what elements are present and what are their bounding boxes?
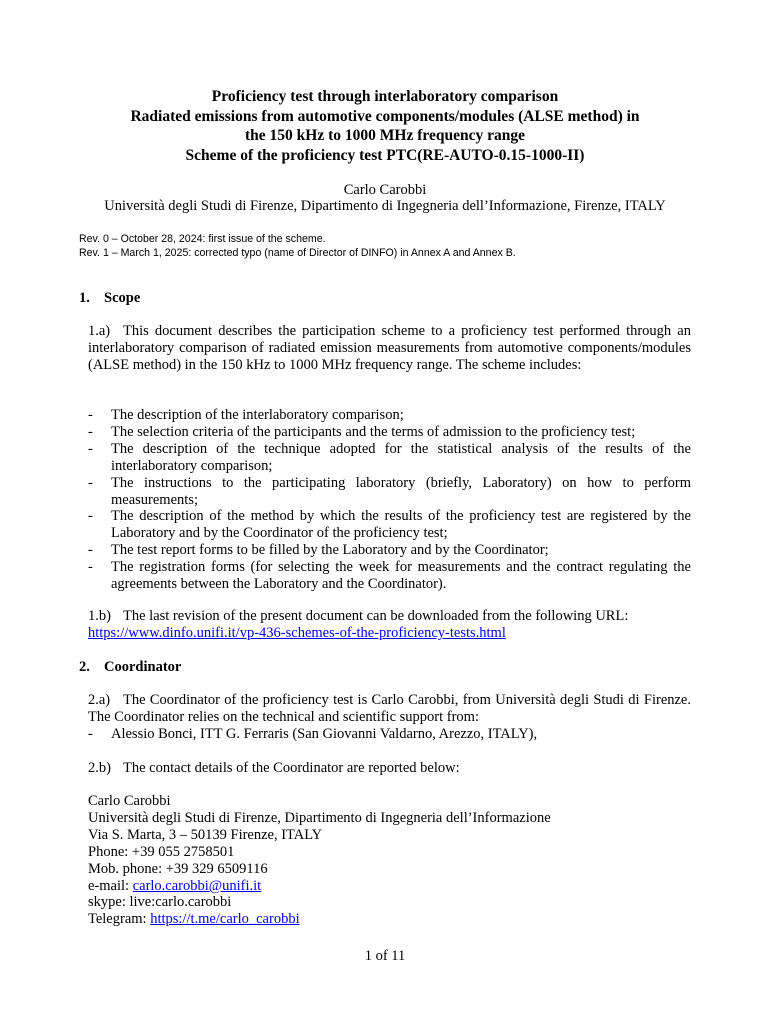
contact-email-row [88, 878, 551, 895]
telegram-link[interactable]: https://t.me/carlo_carobbi [150, 911, 300, 928]
support-bullet-list [88, 726, 691, 743]
paragraph-label: 1.b) [88, 608, 111, 624]
email-label: e-mail: [88, 877, 133, 894]
paragraph-1a [88, 323, 691, 374]
dash-marker: - [88, 440, 93, 457]
author-name: Carlo Carobbi [343, 182, 427, 198]
section-title: Scope [104, 290, 141, 306]
paragraph-2b [88, 760, 691, 777]
list-item: - The description of the interlaboratory comparison; [88, 407, 404, 423]
dash-marker: - [88, 407, 93, 423]
contact-address: Via S. Marta, 3 – 50139 Firenze, ITALY [88, 826, 323, 843]
section-heading-coordinator [79, 659, 181, 676]
section-title: Coordinator [104, 659, 182, 675]
title-line: Scheme of the proficiency test PTC(RE-AUTO-0.15-1000-II) [185, 146, 585, 164]
revision-entry: Rev. 0 – October 28, 2024: first issue of the scheme. [79, 233, 326, 245]
paragraph-label: 2.a) [88, 692, 111, 708]
contact-phone: Phone: +39 055 2758501 [88, 843, 235, 860]
paragraph-label: 1.a) [88, 323, 111, 339]
dash-marker: - [88, 474, 93, 491]
section-number: 2. [79, 659, 90, 675]
scope-bullet-list [88, 407, 691, 593]
revision-entry: Rev. 1 – March 1, 2025: corrected typo (name of Director of DINFO) in Annex A and Annex B. [79, 246, 516, 259]
list-item: - The registration forms (for selecting the week for measurements and the contract regulating the agreements between the Laboratory and the Coordinator). [88, 559, 691, 593]
page-number: 1 of 11 [364, 948, 406, 964]
document-title [0, 87, 770, 165]
coordinator-contact-block [88, 793, 551, 928]
list-item: - Alessio Bonci, ITT G. Ferraris (San Giovanni Valdarno, Arezzo, ITALY), [88, 726, 538, 742]
section-number: 1. [79, 290, 90, 306]
list-item: - The test report forms to be filled by the Laboratory and by the Coordinator; [88, 542, 549, 559]
author-affiliation: Università degli Studi di Firenze, Dipartimento di Ingegneria dell’Informazione, Firenze, ITALY [104, 198, 666, 214]
dash-marker: - [88, 508, 93, 525]
paragraph-text: The contact details of the Coordinator are reported below: [123, 760, 460, 776]
contact-telegram-row [88, 911, 551, 928]
contact-organization: Università degli Studi di Firenze, Dipartimento di Ingegneria dell’Informazione [88, 809, 551, 826]
dash-marker: - [88, 423, 93, 440]
list-item: - The instructions to the participating laboratory (briefly, Laboratory) on how to perform measurements; [88, 474, 691, 508]
list-item: - The description of the technique adopted for the statistical analysis of the results of the interlaboratory comparison; [88, 440, 691, 474]
paragraph-1b [88, 608, 691, 625]
paragraph-text: The last revision of the present document can be downloaded from the following URL: [123, 608, 629, 624]
dash-marker: - [88, 726, 93, 742]
paragraph-text: This document describes the participation scheme to a proficiency test performed through an interlaboratory comparison of radiated emission measurements from automotive components/modules (ALSE method) in the 150 kHz to 1000 MHz frequency range. The scheme includes: [88, 323, 691, 373]
title-line: the 150 kHz to 1000 MHz frequency range [245, 127, 525, 144]
title-line: Proficiency test through interlaboratory comparison [211, 88, 559, 105]
contact-skype: skype: live:carlo.carobbi [88, 894, 232, 911]
revision-history [79, 233, 699, 260]
paragraph-text: The Coordinator of the proficiency test is Carlo Carobbi, from Università degli Studi di Firenze. The Coordinator relies on the technical and scientific support from: [88, 692, 691, 725]
list-item: - The selection criteria of the participants and the terms of admission to the proficiency test; [88, 423, 636, 440]
title-line: Radiated emissions from automotive components/modules (ALSE method) in [130, 107, 640, 125]
telegram-label: Telegram: [88, 911, 151, 928]
email-link[interactable]: carlo.carobbi@unifi.it [132, 877, 262, 894]
paragraph-2a [88, 692, 691, 726]
document-url-link[interactable]: https://www.dinfo.unifi.it/vp-436-schemes-of-the-proficiency-tests.html [88, 625, 506, 641]
paragraph-label: 2.b) [88, 760, 111, 776]
contact-name: Carlo Carobbi [88, 793, 171, 809]
dash-marker: - [88, 542, 93, 559]
section-heading-scope [79, 290, 140, 307]
contact-mobile: Mob. phone: +39 329 6509116 [88, 860, 268, 877]
list-item: - The description of the method by which the results of the proficiency test are registered by the Laboratory and by the Coordinator of the proficiency test; [88, 508, 691, 542]
dash-marker: - [88, 559, 93, 576]
